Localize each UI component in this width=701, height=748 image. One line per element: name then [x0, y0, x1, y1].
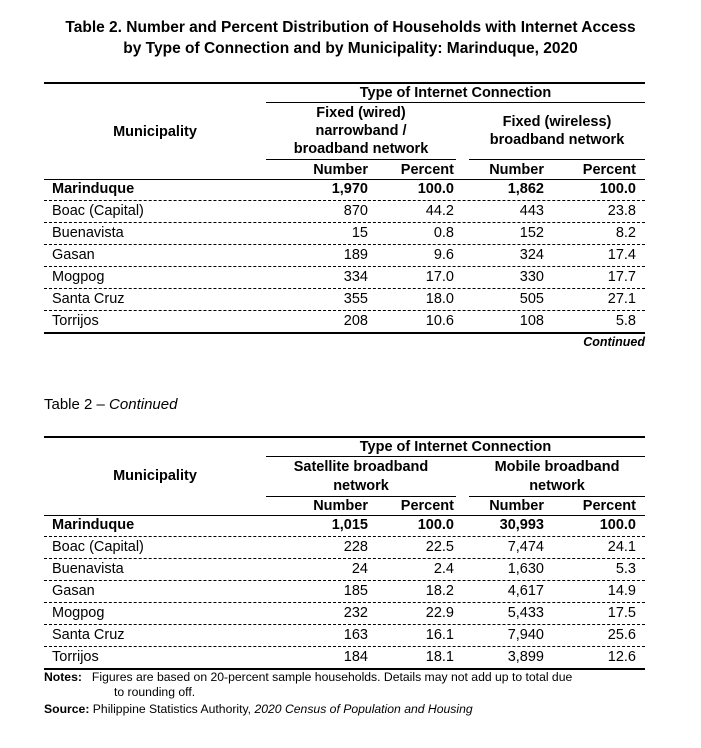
row-number-a: 184: [343, 649, 368, 665]
row-number-a: 355: [343, 291, 368, 307]
row-percent-b: 17.5: [607, 605, 636, 621]
title-line-2: by Type of Connection and by Municipality: Marinduque, 2020: [123, 40, 578, 57]
row-divider: [44, 646, 645, 647]
type-header-2: Type of Internet Connection: [359, 439, 552, 455]
row-number-a: 15: [351, 225, 368, 241]
row-divider: [44, 222, 645, 223]
row-percent-b: 17.4: [607, 247, 636, 263]
municipality-header: Municipality: [113, 124, 197, 140]
col-number-b: Number: [489, 162, 544, 178]
row-number-a: 1,015: [331, 517, 368, 533]
row-number-a: 232: [343, 605, 368, 621]
row-number-b: 443: [519, 203, 544, 219]
col-percent-b: Percent: [582, 162, 636, 178]
row-municipality: Boac (Capital): [52, 539, 144, 555]
row-municipality: Mogpog: [52, 269, 105, 285]
row-municipality: Boac (Capital): [52, 203, 144, 219]
notes-text: Figures are based on 20-percent sample households. Details may not add up to total due: [91, 670, 573, 684]
row-percent-a: 10.6: [425, 313, 454, 329]
row-number-b: 108: [519, 313, 544, 329]
col-percent-a-2: Percent: [400, 498, 454, 514]
notes-label: Notes:: [44, 670, 82, 684]
row-municipality: Gasan: [52, 583, 95, 599]
row-percent-b: 100.0: [599, 181, 636, 197]
row-municipality: Torrijos: [52, 649, 99, 665]
row-number-b: 5,433: [507, 605, 544, 621]
row-number-a: 185: [343, 583, 368, 599]
row-percent-b: 5.8: [615, 313, 636, 329]
type-header-rule: [266, 102, 645, 103]
row-percent-b: 14.9: [607, 583, 636, 599]
group-header-mobile: Mobile broadband network: [494, 459, 620, 494]
col-number-b-2: Number: [489, 498, 544, 514]
group-rule-b: [469, 159, 645, 160]
group-header-fixed-wired: Fixed (wired) narrowband / broadband network: [293, 105, 429, 157]
type-header-rule-2: [266, 456, 645, 457]
source-text: Philippine Statistics Authority,: [92, 702, 255, 716]
row-municipality: Santa Cruz: [52, 291, 125, 307]
row-percent-a: 18.1: [425, 649, 454, 665]
municipality-header-2: Municipality: [113, 468, 197, 484]
row-percent-a: 22.5: [425, 539, 454, 555]
row-number-a: 208: [343, 313, 368, 329]
row-percent-b: 8.2: [615, 225, 636, 241]
row-divider: [44, 602, 645, 603]
row-divider: [44, 244, 645, 245]
row-municipality: Torrijos: [52, 313, 99, 329]
row-number-a: 24: [351, 561, 368, 577]
row-percent-a: 2.4: [433, 561, 454, 577]
row-municipality: Marinduque: [52, 181, 135, 197]
row-percent-a: 0.8: [433, 225, 454, 241]
row-number-b: 152: [519, 225, 544, 241]
row-number-b: 1,862: [507, 181, 544, 197]
row-number-b: 4,617: [507, 583, 544, 599]
row-number-a: 870: [343, 203, 368, 219]
row-number-a: 1,970: [331, 181, 368, 197]
col-number-a: Number: [313, 162, 368, 178]
row-number-a: 189: [343, 247, 368, 263]
row-percent-b: 27.1: [607, 291, 636, 307]
row-percent-a: 100.0: [417, 181, 454, 197]
row-divider: [44, 266, 645, 267]
row-percent-b: 24.1: [607, 539, 636, 555]
row-divider: [44, 288, 645, 289]
source-italic: 2020 Census of Population and Housing: [254, 702, 473, 716]
row-number-b: 330: [519, 269, 544, 285]
notes-text-2: to rounding off.: [114, 685, 196, 699]
group-header-fixed-wireless: Fixed (wireless) broadband network: [489, 114, 625, 148]
row-percent-a: 16.1: [425, 627, 454, 643]
row-percent-b: 5.3: [615, 561, 636, 577]
row-number-b: 3,899: [507, 649, 544, 665]
row-municipality: Marinduque: [52, 517, 135, 533]
row-percent-b: 25.6: [607, 627, 636, 643]
row-number-b: 505: [519, 291, 544, 307]
row-municipality: Santa Cruz: [52, 627, 125, 643]
row-number-b: 7,940: [507, 627, 544, 643]
row-percent-b: 23.8: [607, 203, 636, 219]
row-percent-b: 17.7: [607, 269, 636, 285]
bottom-rule: [44, 332, 645, 334]
row-number-a: 334: [343, 269, 368, 285]
row-percent-a: 9.6: [433, 247, 454, 263]
row-divider: [44, 310, 645, 311]
title-line-1: Table 2. Number and Percent Distribution of Households with Internet Access: [65, 19, 636, 36]
row-percent-a: 44.2: [425, 203, 454, 219]
continued-label: Continued: [583, 335, 645, 349]
row-percent-a: 100.0: [417, 517, 454, 533]
row-percent-b: 12.6: [607, 649, 636, 665]
type-header: Type of Internet Connection: [359, 85, 552, 101]
group-rule-a: [266, 159, 456, 160]
row-divider: [44, 536, 645, 537]
row-number-a: 163: [343, 627, 368, 643]
row-divider: [44, 558, 645, 559]
row-percent-a: 18.2: [425, 583, 454, 599]
row-divider: [44, 200, 645, 201]
row-number-b: 324: [519, 247, 544, 263]
row-municipality: Mogpog: [52, 605, 105, 621]
row-number-b: 30,993: [499, 517, 544, 533]
row-number-b: 1,630: [507, 561, 544, 577]
notes-block: [44, 670, 654, 717]
row-percent-b: 100.0: [599, 517, 636, 533]
group-header-satellite: Satellite broadband network: [293, 459, 429, 494]
row-divider: [44, 624, 645, 625]
row-municipality: Buenavista: [52, 225, 124, 241]
row-divider: [44, 580, 645, 581]
table-2-label: Table 2 – Continued: [44, 396, 178, 413]
row-percent-a: 17.0: [425, 269, 454, 285]
col-number-a-2: Number: [313, 498, 368, 514]
row-percent-a: 18.0: [425, 291, 454, 307]
row-number-b: 7,474: [507, 539, 544, 555]
row-number-a: 228: [343, 539, 368, 555]
row-municipality: Buenavista: [52, 561, 124, 577]
col-percent-b-2: Percent: [582, 498, 636, 514]
source-label: Source:: [44, 702, 90, 716]
col-percent-a: Percent: [400, 162, 454, 178]
row-percent-a: 22.9: [425, 605, 454, 621]
table-title: [0, 17, 701, 59]
row-municipality: Gasan: [52, 247, 95, 263]
